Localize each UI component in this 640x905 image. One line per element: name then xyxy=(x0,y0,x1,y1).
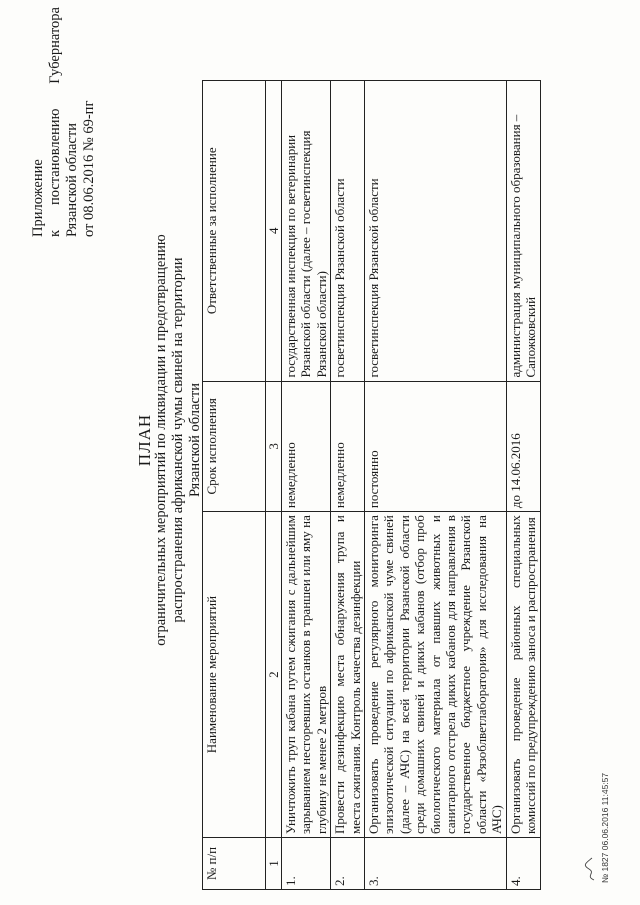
row-responsible: государственная инспекция по ветеринарии Рязанской области (далее – госветинспекция Рязанской области) xyxy=(282,81,331,382)
subtitle-line: Рязанской области xyxy=(187,383,203,497)
plan-table xyxy=(202,80,541,890)
approval-block xyxy=(30,7,98,237)
row-responsible: администрация муниципального образования – Сапожковский xyxy=(506,81,540,382)
registration-stamp: № 1827 06.06.2016 11:45:57 xyxy=(600,772,610,883)
row-measure: Уничтожить труп кабана путем сжигания с дальнейшим зарыванием несгоревших останков в траншеи или яму на глубину не менее 2 метров xyxy=(282,512,331,838)
row-number: 4. xyxy=(506,838,540,890)
row-number: 2. xyxy=(331,838,365,890)
row-responsible: госветинспекция Рязанской области xyxy=(331,81,365,382)
plan-subtitle xyxy=(153,125,204,755)
row-number: 1. xyxy=(282,838,331,890)
row-responsible: госветинспекция Рязанской области xyxy=(365,81,507,382)
approval-word: к xyxy=(47,229,63,237)
table-header-row xyxy=(203,81,266,890)
row-deadline: немедленно xyxy=(282,381,331,512)
row-deadline: постоянно xyxy=(365,381,507,512)
column-number: 2 xyxy=(266,512,282,838)
table-row xyxy=(365,81,507,890)
header-deadline: Срок исполнения xyxy=(203,381,266,512)
column-number-row xyxy=(266,81,282,890)
row-deadline: до 14.06.2016 xyxy=(506,381,540,512)
column-number: 1 xyxy=(266,838,282,890)
column-number: 3 xyxy=(266,381,282,512)
approval-line: Приложение xyxy=(30,159,46,237)
header-responsible: Ответственные за исполнение xyxy=(203,81,266,382)
row-measure: Организовать проведение районных специальных комиссий по предупреждению заноса и распространения xyxy=(506,512,540,838)
approval-line: Рязанской области xyxy=(64,123,80,237)
approval-date: от 08.06.2016 № 69-пг xyxy=(81,100,97,237)
column-number: 4 xyxy=(266,81,282,382)
subtitle-line: ограничительных мероприятий по ликвидации и предотвращению xyxy=(153,234,169,646)
header-number: № п/п xyxy=(203,838,266,890)
row-deadline: немедленно xyxy=(331,381,365,512)
table-row xyxy=(331,81,365,890)
row-measure: Организовать проведение регулярного мониторинга эпизоотической ситуации по африканской чуме свиней (далее – АЧС) на всей территории Рязанской области среди домашних свиней и диких кабанов (отбор проб биологического материала от павших животных и санитарного отстрела диких кабанов для направления в государственное бюджетное учреждение Рязанской области «Рязоблветлаборатория» для исследования на АЧС) xyxy=(365,512,507,838)
header-measure: Наименование мероприятий xyxy=(203,512,266,838)
table-row xyxy=(282,81,331,890)
approval-word: постановлению xyxy=(47,108,63,206)
signature-mark-icon xyxy=(583,857,597,881)
row-number: 3. xyxy=(365,838,507,890)
row-measure: Провести дезинфекцию места обнаружения трупа и места сжигания. Контроль качества дезинфекции xyxy=(331,512,365,838)
approval-word: Губернатора xyxy=(47,7,63,84)
plan-heading: ПЛАН xyxy=(135,413,154,467)
table-row xyxy=(506,81,540,890)
approval-line-decree xyxy=(47,7,64,237)
subtitle-line: распространения африканской чумы свиней на территории xyxy=(170,257,186,623)
